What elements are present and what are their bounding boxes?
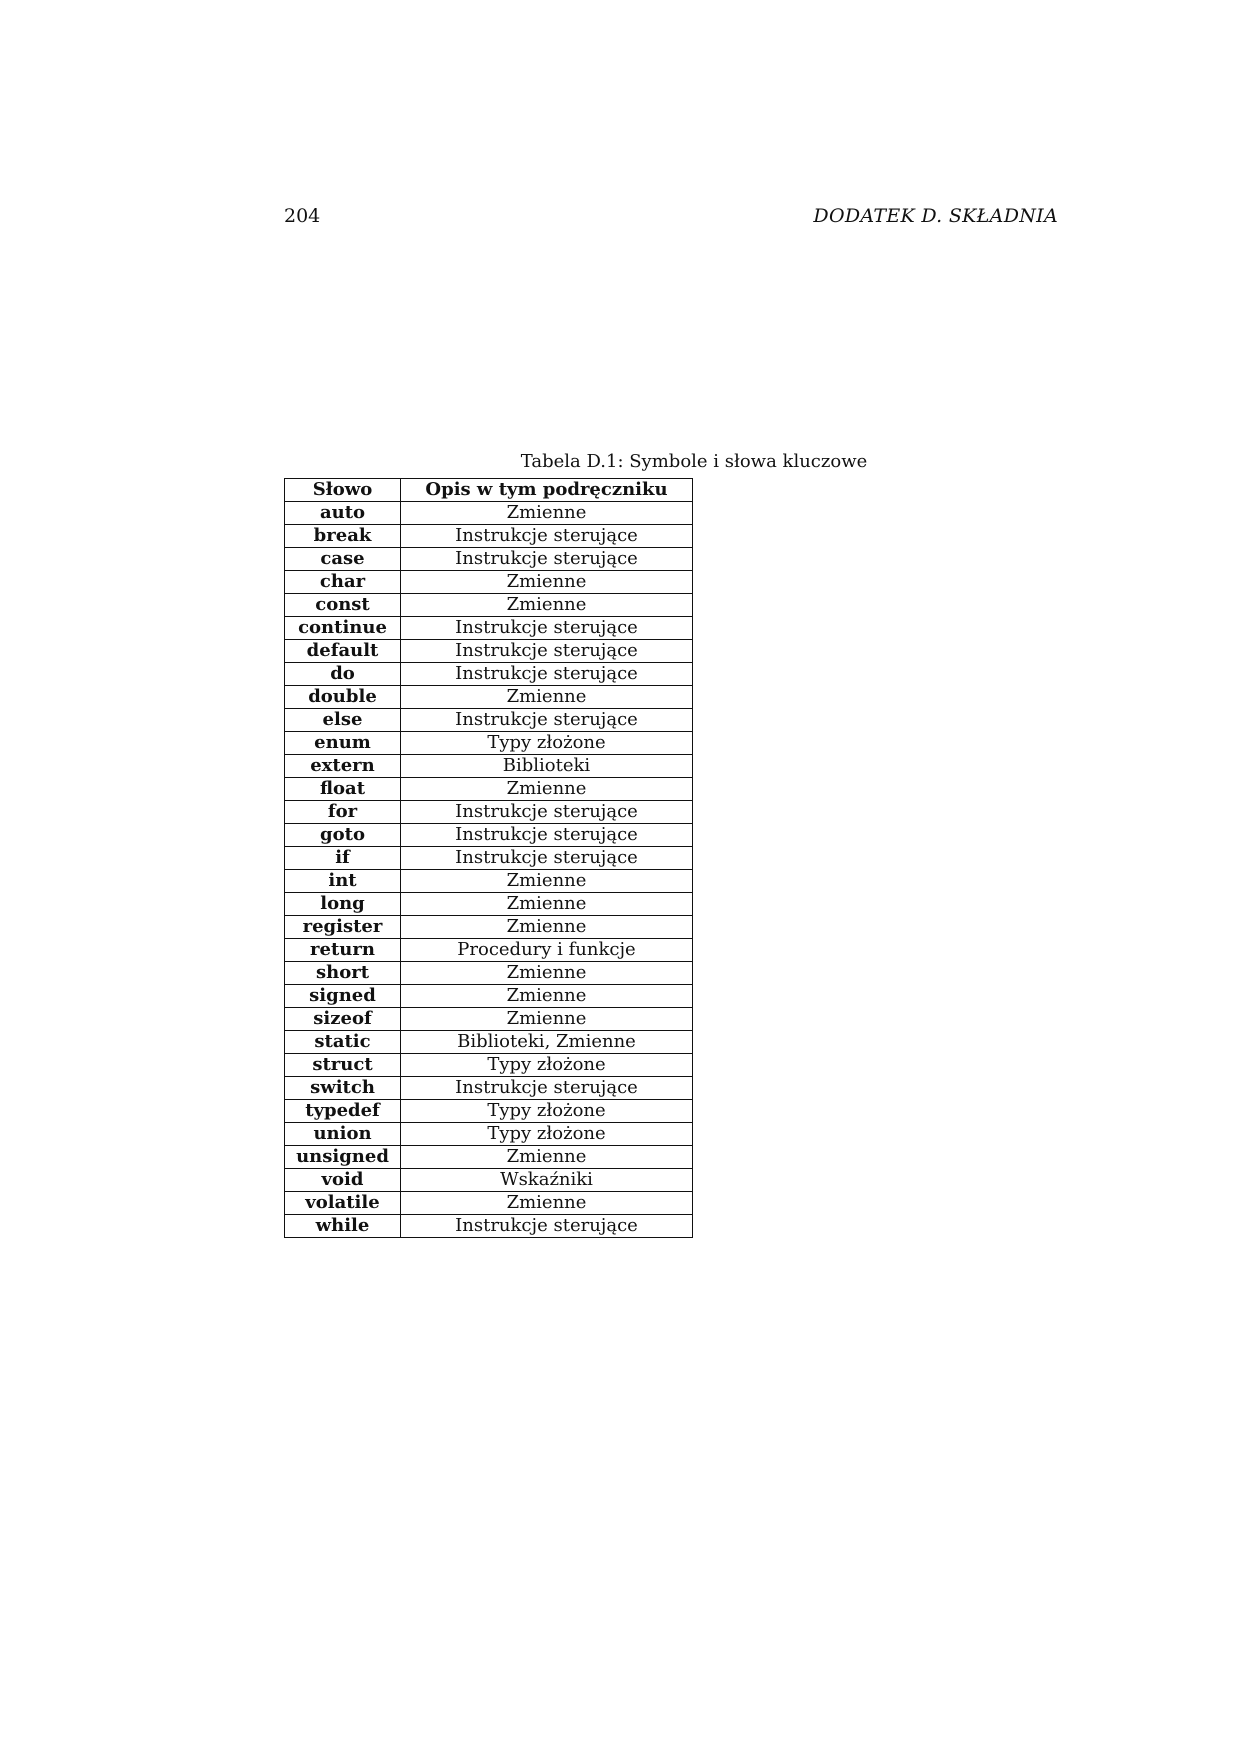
- table-row: [285, 663, 693, 686]
- table-row: [285, 525, 693, 548]
- keyword-cell: break: [285, 525, 401, 548]
- table-row: [285, 939, 693, 962]
- table-row: [285, 571, 693, 594]
- description-cell: Zmienne: [401, 1146, 693, 1169]
- description-cell: Instrukcje sterujące: [401, 1215, 693, 1238]
- keyword-cell: enum: [285, 732, 401, 755]
- description-cell: Zmienne: [401, 778, 693, 801]
- table-row: [285, 824, 693, 847]
- keyword-cell: int: [285, 870, 401, 893]
- description-cell: Instrukcje sterujące: [401, 1077, 693, 1100]
- description-cell: Typy złożone: [401, 1054, 693, 1077]
- keyword-cell: float: [285, 778, 401, 801]
- keyword-cell: double: [285, 686, 401, 709]
- description-cell: Zmienne: [401, 916, 693, 939]
- description-cell: Instrukcje sterujące: [401, 525, 693, 548]
- keyword-cell: typedef: [285, 1100, 401, 1123]
- description-cell: Procedury i funkcje: [401, 939, 693, 962]
- table-row: [285, 985, 693, 1008]
- column-header-word: Słowo: [285, 479, 401, 502]
- description-cell: Instrukcje sterujące: [401, 801, 693, 824]
- description-cell: Instrukcje sterujące: [401, 847, 693, 870]
- description-cell: Zmienne: [401, 502, 693, 525]
- keyword-cell: union: [285, 1123, 401, 1146]
- keyword-cell: struct: [285, 1054, 401, 1077]
- description-cell: Instrukcje sterujące: [401, 709, 693, 732]
- description-cell: Zmienne: [401, 594, 693, 617]
- description-cell: Instrukcje sterujące: [401, 824, 693, 847]
- table-row: [285, 801, 693, 824]
- table-row: [285, 1169, 693, 1192]
- keyword-cell: extern: [285, 755, 401, 778]
- keyword-cell: else: [285, 709, 401, 732]
- keyword-cell: register: [285, 916, 401, 939]
- table-row: [285, 847, 693, 870]
- description-cell: Typy złożone: [401, 732, 693, 755]
- table-row: [285, 502, 693, 525]
- keyword-cell: default: [285, 640, 401, 663]
- description-cell: Wskaźniki: [401, 1169, 693, 1192]
- keyword-cell: switch: [285, 1077, 401, 1100]
- description-cell: Zmienne: [401, 962, 693, 985]
- table-row: [285, 686, 693, 709]
- keyword-cell: goto: [285, 824, 401, 847]
- running-head: DODATEK D. SKŁADNIA: [813, 205, 1058, 227]
- keywords-table: [284, 478, 693, 1238]
- table-row: [285, 594, 693, 617]
- table-caption-text: Tabela D.1: Symbole i słowa kluczowe: [520, 451, 868, 472]
- keyword-cell: sizeof: [285, 1008, 401, 1031]
- table-row: [285, 1077, 693, 1100]
- description-cell: Instrukcje sterujące: [401, 663, 693, 686]
- table-row: [285, 916, 693, 939]
- keyword-cell: while: [285, 1215, 401, 1238]
- keyword-cell: char: [285, 571, 401, 594]
- keyword-cell: continue: [285, 617, 401, 640]
- table-row: [285, 755, 693, 778]
- description-cell: Zmienne: [401, 571, 693, 594]
- table-row: [285, 640, 693, 663]
- description-cell: Zmienne: [401, 985, 693, 1008]
- table-header-row: [285, 479, 693, 502]
- table-row: [285, 1008, 693, 1031]
- keyword-cell: if: [285, 847, 401, 870]
- table-row: [285, 1215, 693, 1238]
- table-row: [285, 893, 693, 916]
- description-cell: Typy złożone: [401, 1100, 693, 1123]
- table-row: [285, 1146, 693, 1169]
- description-cell: Instrukcje sterujące: [401, 617, 693, 640]
- keyword-cell: long: [285, 893, 401, 916]
- table-row: [285, 1031, 693, 1054]
- description-cell: Zmienne: [401, 1008, 693, 1031]
- description-cell: Instrukcje sterujące: [401, 548, 693, 571]
- table-row: [285, 778, 693, 801]
- keyword-cell: volatile: [285, 1192, 401, 1215]
- description-cell: Zmienne: [401, 686, 693, 709]
- keyword-cell: do: [285, 663, 401, 686]
- table-row: [285, 732, 693, 755]
- keyword-cell: return: [285, 939, 401, 962]
- column-header-description: Opis w tym podręczniku: [401, 479, 693, 502]
- table-caption: [284, 450, 1064, 474]
- keyword-cell: case: [285, 548, 401, 571]
- keyword-cell: signed: [285, 985, 401, 1008]
- table-row: [285, 1192, 693, 1215]
- description-cell: Zmienne: [401, 870, 693, 893]
- table-body: [285, 502, 693, 1238]
- table-row: [285, 1100, 693, 1123]
- table-row: [285, 870, 693, 893]
- keyword-cell: void: [285, 1169, 401, 1192]
- description-cell: Biblioteki: [401, 755, 693, 778]
- page-number: 204: [284, 205, 321, 227]
- keyword-cell: static: [285, 1031, 401, 1054]
- keyword-cell: auto: [285, 502, 401, 525]
- description-cell: Typy złożone: [401, 1123, 693, 1146]
- table-row: [285, 1123, 693, 1146]
- keyword-cell: const: [285, 594, 401, 617]
- table-row: [285, 709, 693, 732]
- table-row: [285, 617, 693, 640]
- keyword-cell: short: [285, 962, 401, 985]
- table-row: [285, 548, 693, 571]
- keyword-cell: unsigned: [285, 1146, 401, 1169]
- description-cell: Zmienne: [401, 893, 693, 916]
- description-cell: Instrukcje sterujące: [401, 640, 693, 663]
- description-cell: Biblioteki, Zmienne: [401, 1031, 693, 1054]
- description-cell: Zmienne: [401, 1192, 693, 1215]
- keyword-cell: for: [285, 801, 401, 824]
- table-row: [285, 962, 693, 985]
- table-row: [285, 1054, 693, 1077]
